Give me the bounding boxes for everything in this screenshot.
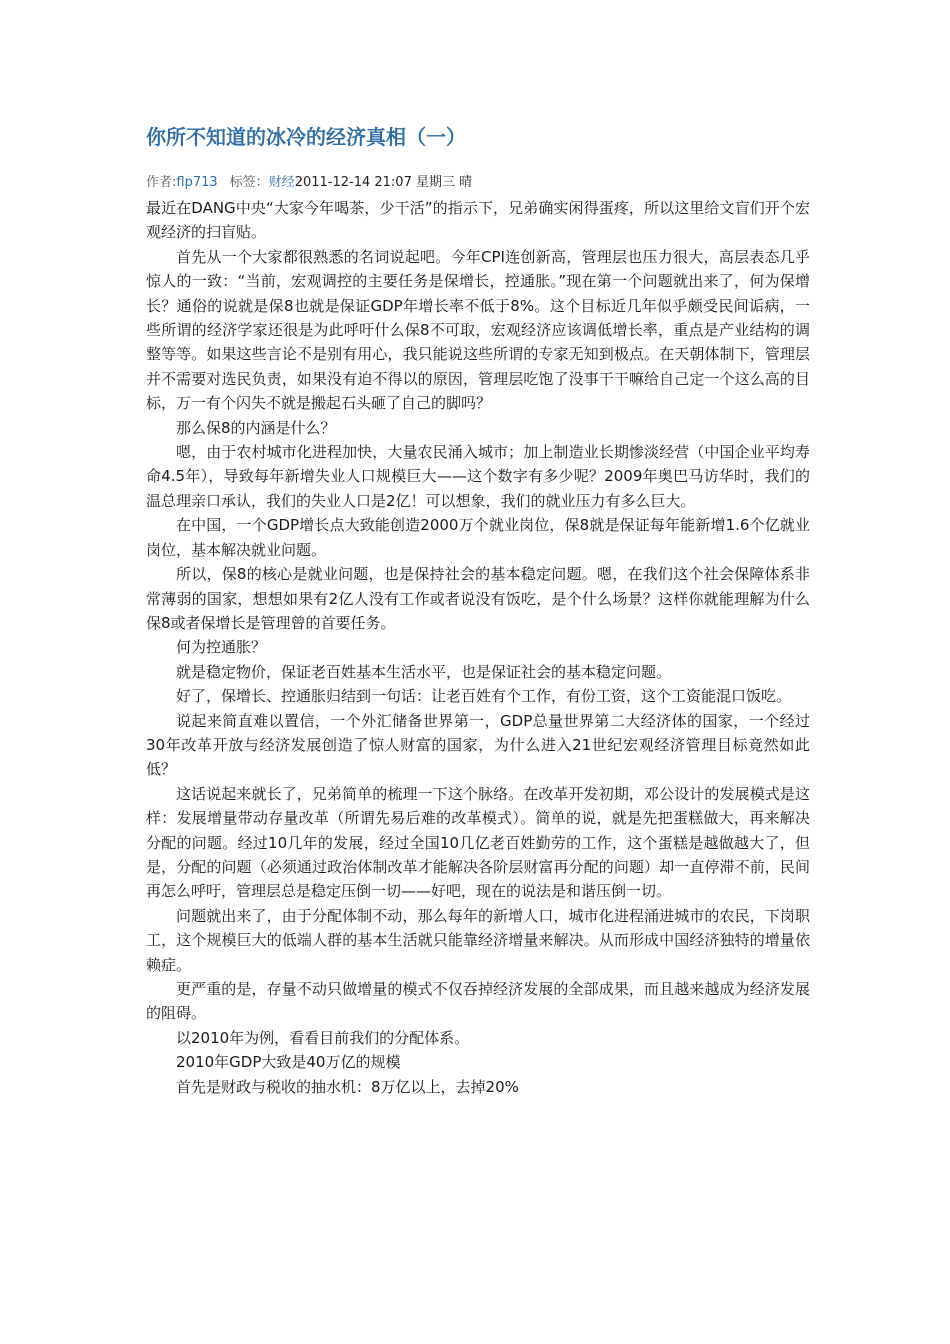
paragraph: 更严重的是，存量不动只做增量的模式不仅吞掉经济发展的全部成果，而且越来越成为经济发展的阻碍。 [146,980,810,1023]
paragraph: 以2010年为例，看看目前我们的分配体系。 [176,1028,470,1047]
paragraph: 最近在DANG中央“大家今年喝茶，少干活”的指示下，兄弟确实闲得蛋疼，所以这里给文盲们开个宏观经济的扫盲贴。 [146,199,810,242]
paragraph: 说起来简直难以置信，一个外汇储备世界第一，GDP总量世界第二大经济体的国家，一个经过30年改革开放与经济发展创造了惊人财富的国家，为什么进入21世纪宏观经济管理目标竟然如此低？ [146,711,810,779]
paragraph: 嗯，由于农村城市化进程加快，大量农民涌入城市；加上制造业长期惨淡经营（中国企业平均寿命4.5年），导致每年新增失业人口规模巨大——这个数字有多少呢？2009年奥巴马访华时，我们的温总理亲口承认，我们的失业人口是2亿！可以想象，我们的就业压力有多么巨大。 [146,443,810,510]
tag-link[interactable]: 财经 [268,175,295,190]
post-datetime: 2011-12-14 21:07 星期三 晴 [294,175,473,190]
paragraph: 那么保8的内涵是什么？ [176,418,336,437]
paragraph: 好了，保增长、控通胀归结到一句话：让老百姓有个工作，有份工资，这个工资能混口饭吃。 [176,687,792,706]
article-title: 你所不知道的冰冷的经济真相（一） [146,125,466,149]
article-meta [146,173,810,193]
author-label: 作者: [146,175,177,190]
paragraph: 在中国，一个GDP增长点大致能创造2000万个就业岗位，保8就是保证每年能新增1.6个亿就业岗位，基本解决就业问题。 [146,516,810,559]
paragraph: 问题就出来了，由于分配体制不动，那么每年的新增人口，城市化进程涌进城市的农民，下岗职工，这个规模巨大的低端人群的基本生活就只能靠经济增量来解决。从而形成中国经济独特的增量依赖症。 [146,906,810,974]
author-link[interactable]: flp713 [176,175,218,190]
paragraph: 首先从一个大家都很熟悉的名词说起吧。今年CPI连创新高，管理层也压力很大，高层表态几乎惊人的一致：“当前，宏观调控的主要任务是保增长，控通胀。”现在第一个问题就出来了，何为保增长？通俗的说就是保8也就是保证GDP年增长率不低于8%。这个目标近几年似乎颇受民间诟病，一些所谓的经济学家还很是为此呼吁什么保8不可取，宏观经济应该调低增长率，重点是产业结构的调整等等。如果这些言论不是别有用心，我只能说这些所谓的专家无知到极点。在天朝体制下，管理层并不需要对选民负责，如果没有迫不得以的原因，管理层吃饱了没事干干嘛给自己定一个这么高的目标，万一有个闪失不就是搬起石头砸了自己的脚吗？ [146,247,810,413]
paragraph: 首先是财政与税收的抽水机：8万亿以上，去掉20% [176,1077,519,1096]
paragraph: 就是稳定物价，保证老百姓基本生活水平，也是保证社会的基本稳定问题。 [176,662,672,681]
paragraph: 2010年GDP大致是40万亿的规模 [176,1053,401,1072]
article-body [146,196,810,1099]
paragraph: 何为控通胀？ [176,638,267,657]
paragraph: 所以，保8的核心是就业问题，也是保持社会的基本稳定问题。嗯，在我们这个社会保障体系非常薄弱的国家，想想如果有2亿人没有工作或者说没有饭吃，是个什么场景？这样你就能理解为什么保8或者保增长是管理曾的首要任务。 [146,565,810,632]
paragraph: 这话说起来就长了，兄弟简单的梳理一下这个脉络。在改革开发初期，邓公设计的发展模式是这样：发展增量带动存量改革（所谓先易后难的改革模式）。简单的说，就是先把蛋糕做大，再来解决分配的问题。经过10几年的发展，经过全国10几亿老百姓勤劳的工作，这个蛋糕是越做越大了，但是，分配的问题（必须通过政治体制改革才能解决各阶层财富再分配的问题）却一直停滞不前，民间再怎么呼吁，管理层总是稳定压倒一切——好吧，现在的说法是和谐压倒一切。 [146,784,810,901]
tags-label: 标签： [229,175,269,190]
